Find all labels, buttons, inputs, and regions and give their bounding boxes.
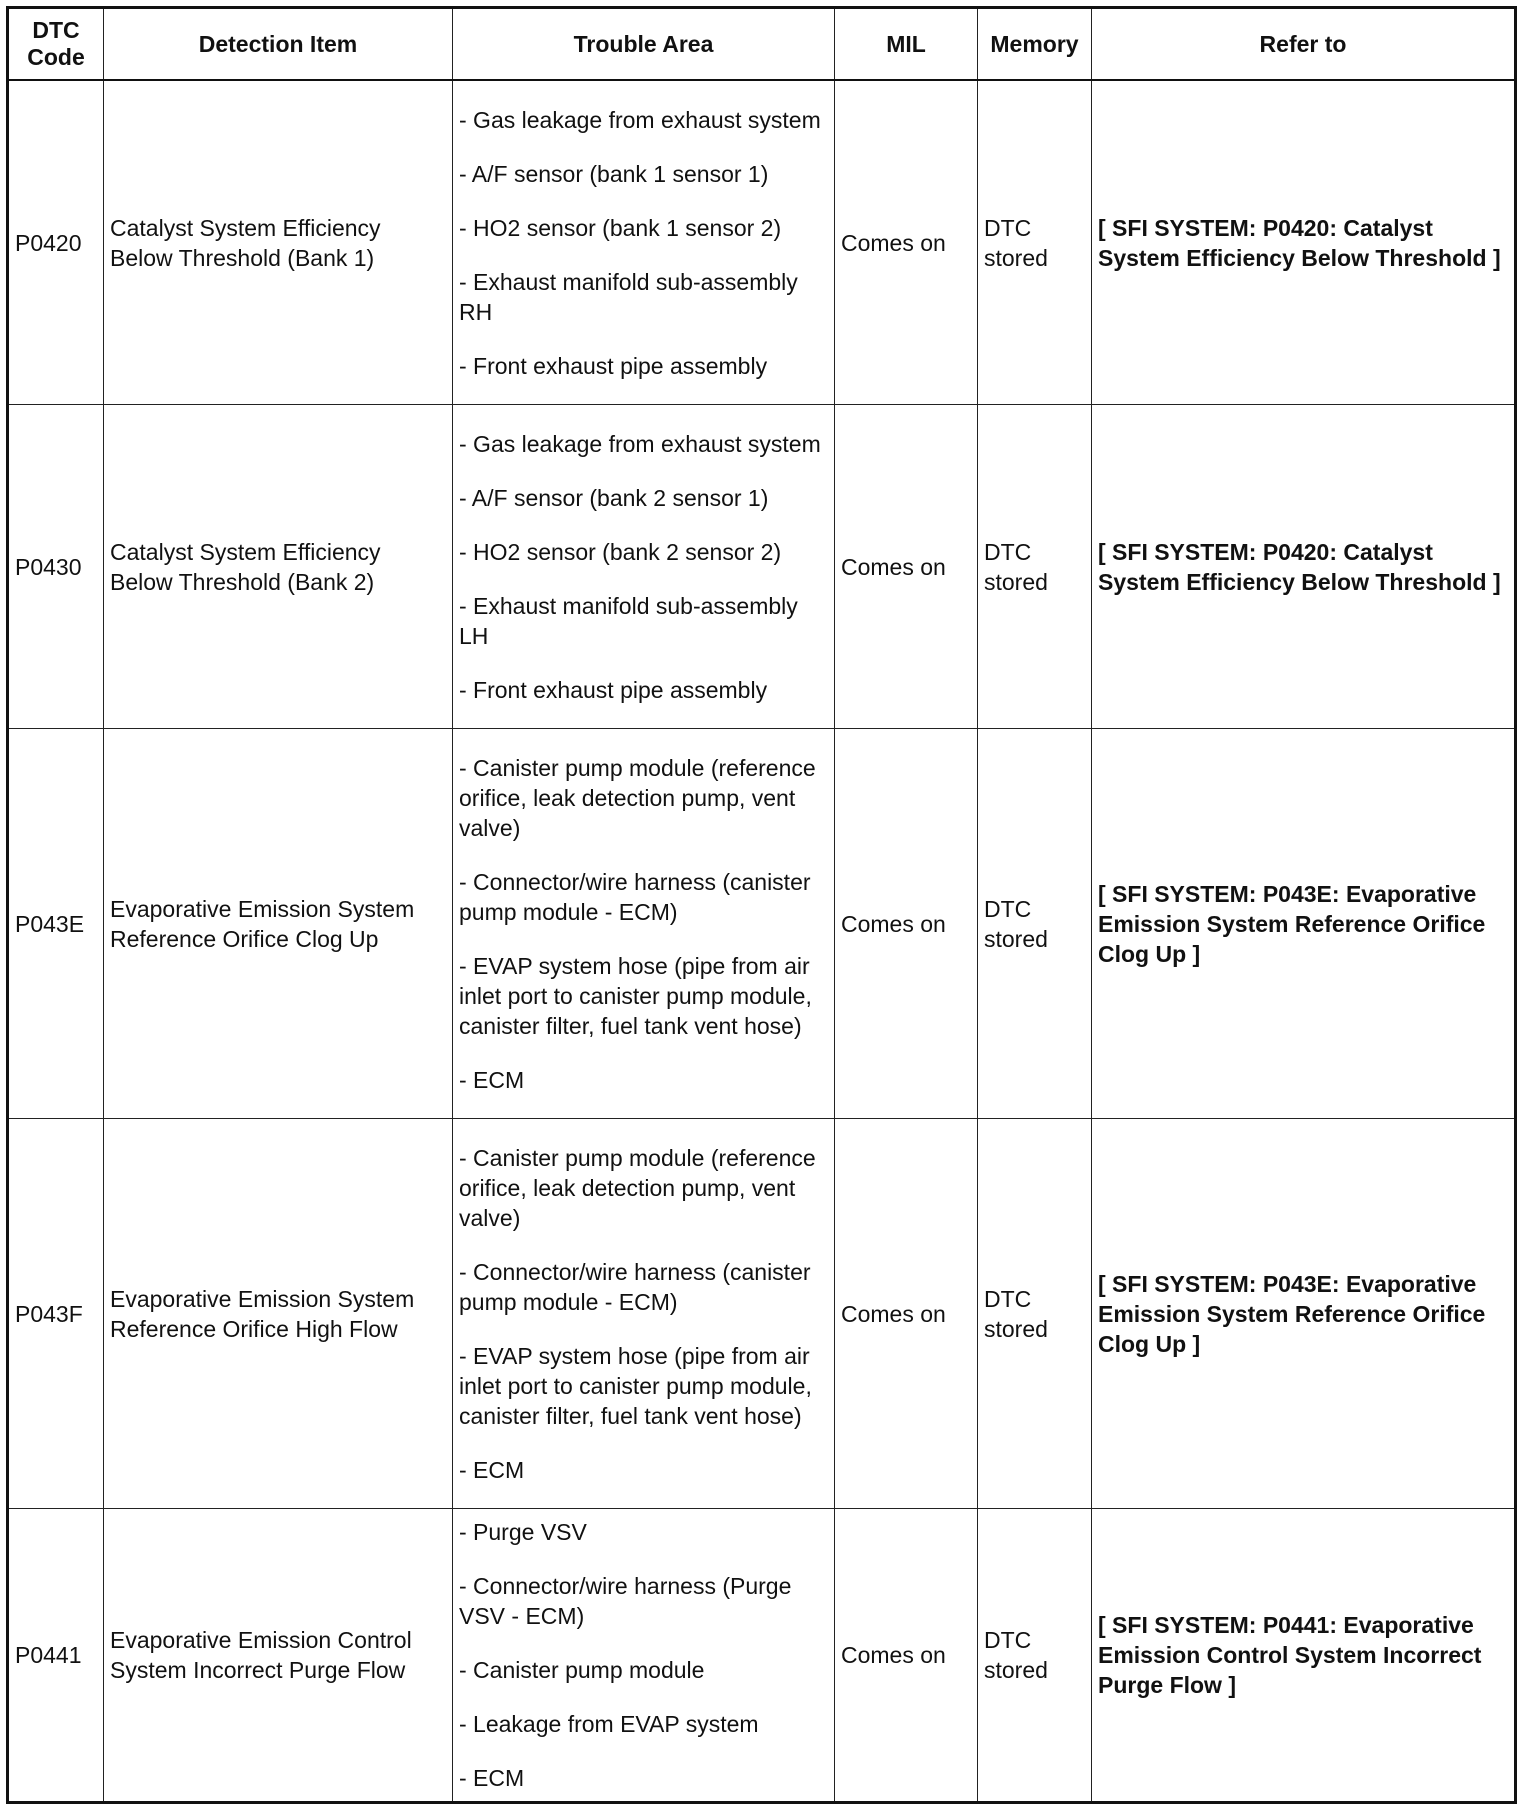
header-mil: MIL [835,8,978,81]
detection-item-cell: Catalyst System Efficiency Below Threshold (Bank 1) [104,80,453,405]
mil-cell: Comes on [835,1119,978,1509]
memory-cell: DTC stored [978,80,1092,405]
refer-to-link[interactable]: [ SFI SYSTEM: P0420: Catalyst System Efficiency Below Threshold ] [1092,80,1516,405]
trouble-area-item: - HO2 sensor (bank 2 sensor 2) [459,538,782,565]
trouble-area-item: - EVAP system hose (pipe from air inlet port to canister pump module, canister filter, fuel tank vent hose) [459,952,812,1039]
trouble-area-item: - ECM [459,1066,525,1093]
trouble-area-item: - Purge VSV [459,1519,587,1545]
header-memory: Memory [978,8,1092,81]
mil-cell: Comes on [835,729,978,1119]
trouble-area-cell [453,1119,835,1509]
trouble-area-item: - Front exhaust pipe assembly [459,676,768,703]
refer-to-link[interactable]: [ SFI SYSTEM: P0420: Catalyst System Efficiency Below Threshold ] [1092,405,1516,729]
detection-item-cell: Catalyst System Efficiency Below Threshold (Bank 2) [104,405,453,729]
trouble-area-cell [453,729,835,1119]
trouble-area-item: - Exhaust manifold sub-assembly RH [459,268,798,325]
trouble-area-item: - ECM [459,1456,525,1483]
mil-cell: Comes on [835,80,978,405]
dtc-table [6,6,1517,1804]
trouble-area-item: - A/F sensor (bank 1 sensor 1) [459,160,769,187]
dtc-code-cell: P043E [8,729,104,1119]
trouble-area-item: - Gas leakage from exhaust system [459,106,821,133]
detection-item-cell: Evaporative Emission System Reference Orifice Clog Up [104,729,453,1119]
trouble-area-item: - Canister pump module (reference orifice, leak detection pump, vent valve) [459,1144,816,1231]
refer-to-link[interactable]: [ SFI SYSTEM: P0441: Evaporative Emission Control System Incorrect Purge Flow ] [1092,1509,1516,1803]
table-row [8,1119,1516,1509]
trouble-area-item: - Leakage from EVAP system [459,1711,759,1737]
mil-cell: Comes on [835,1509,978,1803]
trouble-area-item: - Connector/wire harness (canister pump module - ECM) [459,1258,811,1315]
dtc-code-cell: P0441 [8,1509,104,1803]
memory-cell: DTC stored [978,1509,1092,1803]
dtc-table-container [6,6,1517,1804]
memory-cell: DTC stored [978,729,1092,1119]
dtc-code-cell: P0430 [8,405,104,729]
header-refer-to: Refer to [1092,8,1516,81]
trouble-area-item: - EVAP system hose (pipe from air inlet port to canister pump module, canister filter, fuel tank vent hose) [459,1342,812,1429]
trouble-area-item: - HO2 sensor (bank 1 sensor 2) [459,214,782,241]
refer-to-link[interactable]: [ SFI SYSTEM: P043E: Evaporative Emission System Reference Orifice Clog Up ] [1092,729,1516,1119]
header-detection-item: Detection Item [104,8,453,81]
refer-to-link[interactable]: [ SFI SYSTEM: P043E: Evaporative Emission System Reference Orifice Clog Up ] [1092,1119,1516,1509]
trouble-area-item: - A/F sensor (bank 2 sensor 1) [459,484,769,511]
detection-item-cell: Evaporative Emission Control System Incorrect Purge Flow [104,1509,453,1803]
trouble-area-item: - Exhaust manifold sub-assembly LH [459,592,798,649]
trouble-area-item: - Canister pump module [459,1657,705,1683]
header-row [8,8,1516,81]
memory-cell: DTC stored [978,1119,1092,1509]
dtc-code-cell: P0420 [8,80,104,405]
detection-item-cell: Evaporative Emission System Reference Orifice High Flow [104,1119,453,1509]
table-row [8,729,1516,1119]
table-row [8,80,1516,405]
trouble-area-cell [453,405,835,729]
trouble-area-item: - Gas leakage from exhaust system [459,430,821,457]
header-trouble-area: Trouble Area [453,8,835,81]
trouble-area-cell [453,1509,835,1803]
header-dtc-code: DTC Code [8,8,104,81]
trouble-area-cell [453,80,835,405]
table-row [8,1509,1516,1803]
trouble-area-item: - Connector/wire harness (canister pump module - ECM) [459,868,811,925]
trouble-area-item: - Front exhaust pipe assembly [459,352,768,379]
table-row [8,405,1516,729]
memory-cell: DTC stored [978,405,1092,729]
trouble-area-item: - ECM [459,1765,525,1791]
trouble-area-item: - Canister pump module (reference orifice, leak detection pump, vent valve) [459,754,816,841]
mil-cell: Comes on [835,405,978,729]
dtc-code-cell: P043F [8,1119,104,1509]
trouble-area-item: - Connector/wire harness (Purge VSV - ECM) [459,1573,792,1629]
